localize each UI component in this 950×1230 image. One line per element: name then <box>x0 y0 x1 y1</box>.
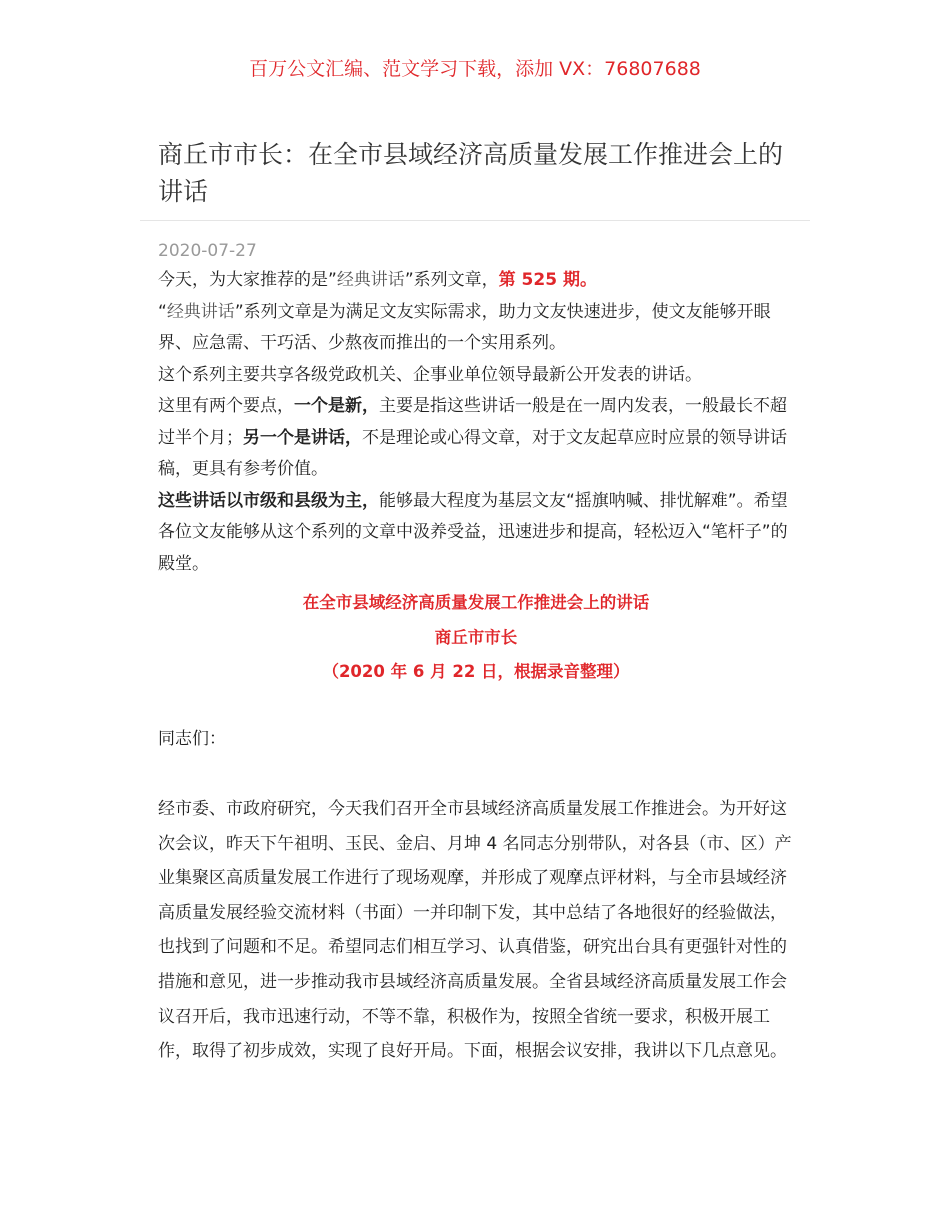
promo-banner: 百万公文汇编、范文学习下载，添加 VX：76807688 <box>249 58 701 80</box>
speech-date-note: （2020 年 6 月 22 日，根据录音整理） <box>322 662 630 681</box>
intro-p4-point-1: 一个是新， <box>294 396 379 416</box>
article-title: 商丘市市长：在全市县域经济高质量发展工作推进会上的讲话 <box>158 140 784 206</box>
series-intro <box>158 265 794 580</box>
intro-p4-a: 这里有两个要点， <box>158 396 294 416</box>
intro-p4-point-2: 另一个是讲话， <box>243 427 362 448</box>
series-name: 经典讲话 <box>336 270 405 290</box>
intro-paragraph-5 <box>158 486 794 581</box>
speech-heading: 在全市县域经济高质量发展工作推进会上的讲话 <box>302 593 650 612</box>
speech-paragraph-1: 经市委、市政府研究，今天我们召开全市县域经济高质量发展工作推进会。为开好这次会议，昨天下午祖明、玉民、金启、月坤 4 名同志分别带队，对各县（市、区）产业集聚区高质量发展工作进行了现场观摩，并形成了观摩点评材料，与全市县域经济高质量发展经验交流材料（书面）一并印制下发，其中总结了各地很好的经验做法，也找到了问题和不足。希望同志们相互学习、认真借鉴，研究出台具有更强针对性的措施和意见，进一步推动我市县域经济高质量发展。全省县域经济高质量发展工作会议召开后，我市迅速行动，不等不靠，积极作为，按照全省统一要求，积极开展工作，取得了初步成效，实现了良好开局。下面，根据会议安排，我讲以下几点意见。 <box>158 799 792 1062</box>
speech-speaker: 商丘市市长 <box>434 627 518 647</box>
intro-paragraph-4 <box>158 391 794 486</box>
intro-p5-text: 能够最大程度为基层文友“摇旗呐喊、排忧解难”。希望各位文友能够从这个系列的文章中汲养受益，迅速进步和提高，轻松迈入“笔杆子”的殿堂。 <box>158 490 788 574</box>
issue-number: 第 525 期。 <box>498 270 597 290</box>
intro-p4-c: 主要是指这些讲话一般是在一周内发表，一般最长不超过半个月； <box>158 396 787 448</box>
publish-date: 2020-07-27 <box>158 241 257 261</box>
intro-p2-text: ”系列文章是为满足文友实际需求，助力文友快速进步，使文友能够开眼界、应急需、干巧活、少熬夜而推出的一个实用系列。 <box>158 301 771 353</box>
series-name-2: 经典讲话 <box>166 301 235 322</box>
intro-p1-prefix: 今天，为大家推荐的是” <box>158 270 337 290</box>
title-divider <box>140 220 810 221</box>
intro-p1-middle: ”系列文章， <box>404 270 499 290</box>
intro-paragraph-1 <box>158 265 794 297</box>
intro-paragraph-3: 这个系列主要共享各级党政机关、企事业单位领导最新公开发表的讲话。 <box>158 364 702 385</box>
intro-p4-e: 不是理论或心得文章，对于文友起草应时应景的领导讲话稿，更具有参考价值。 <box>158 427 787 479</box>
intro-p5-bold: 这些讲话以市级和县级为主， <box>158 490 379 511</box>
speech-heading-block <box>158 586 794 690</box>
speech-greeting: 同志们： <box>158 729 226 749</box>
intro-paragraph-2 <box>158 297 794 360</box>
intro-p2-quote: “ <box>158 301 167 322</box>
